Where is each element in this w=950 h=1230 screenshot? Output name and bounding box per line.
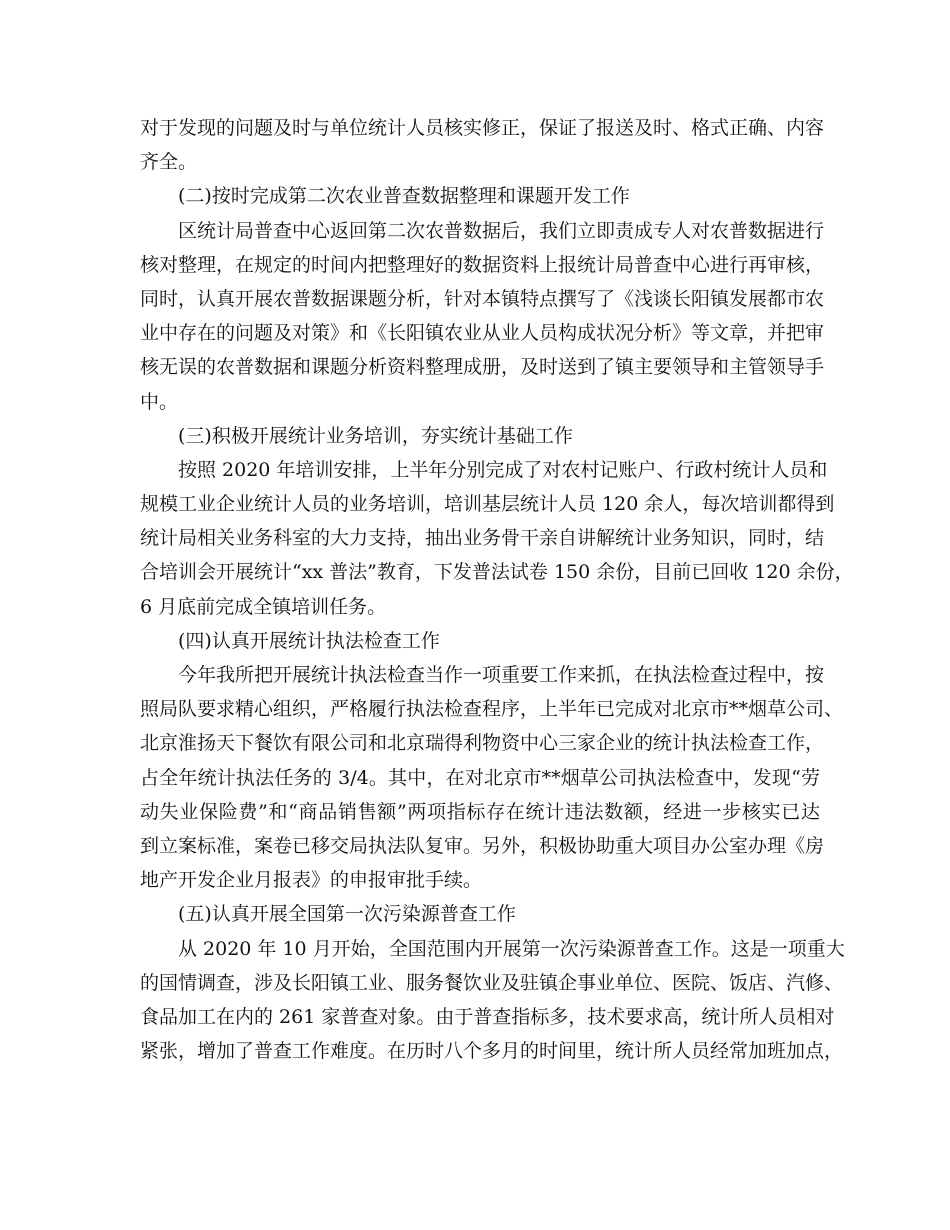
text-line: 规模工业企业统计人员的业务培训，培训基层统计人员 120 余人，每次培训都得到 xyxy=(140,493,835,516)
section-2 xyxy=(140,179,825,418)
section-heading: (五)认真开展全国第一次污染源普查工作 xyxy=(178,903,516,926)
text-line: 地产开发企业月报表》的申报审批手续。 xyxy=(140,869,483,892)
text-line: 北京淮扬天下餐饮有限公司和北京瑞得利物资中心三家企业的统计执法检查工作， xyxy=(140,732,825,755)
text-line: 到立案标准，案卷已移交局执法队复审。另外，积极协助重大项目办公室办理《房 xyxy=(140,834,825,857)
text-line: 核对整理，在规定的时间内把整理好的数据资料上报统计局普查中心进行再审核， xyxy=(140,253,825,276)
text-line: 6 月底前完成全镇培训任务。 xyxy=(140,595,387,618)
text-line: 区统计局普查中心返回第二次农普数据后，我们立即责成专人对农普数据进行 xyxy=(178,219,825,242)
text-line: 按照 2020 年培训安排，上半年分别完成了对农村记账户、行政村统计人员和 xyxy=(178,458,828,481)
document-page xyxy=(140,111,854,1068)
text-line: 业中存在的问题及对策》和《长阳镇农业从业人员构成状况分析》等文章，并把审 xyxy=(140,322,825,345)
section-heading: (三)积极开展统计业务培训，夯实统计基础工作 xyxy=(178,424,573,447)
text-line: 齐全。 xyxy=(140,151,198,174)
text-line: 从 2020 年 10 月开始，全国范围内开展第一次污染源普查工作。这是一项重大 xyxy=(178,937,845,960)
paragraph-checking-end xyxy=(140,111,825,179)
text-line: 合培训会开展统计“xx 普法”教育，下发普法试卷 150 余份，目前已回收 120 余份， xyxy=(140,561,854,584)
section-heading: (二)按时完成第二次农业普查数据整理和课题开发工作 xyxy=(178,185,630,208)
text-line: 食品加工在内的 261 家普查对象。由于普查指标多，技术要求高，统计所人员相对 xyxy=(140,1005,835,1028)
text-line: 对于发现的问题及时与单位统计人员核实修正，保证了报送及时、格式正确、内容 xyxy=(140,117,825,139)
section-5 xyxy=(140,897,845,1068)
section-heading: (四)认真开展统计执法检查工作 xyxy=(178,629,440,652)
text-line: 紧张，增加了普查工作难度。在历时八个多月的时间里，统计所人员经常加班加点， xyxy=(140,1040,844,1063)
section-4 xyxy=(140,624,844,898)
section-3 xyxy=(140,419,854,624)
text-line: 核无误的农普数据和课题分析资料整理成册，及时送到了镇主要领导和主管领导手 xyxy=(140,356,825,379)
text-line: 的国情调查，涉及长阳镇工业、服务餐饮业及驻镇企事业单位、医院、饭店、汽修、 xyxy=(140,971,844,994)
text-line: 统计局相关业务科室的大力支持，抽出业务骨干亲自讲解统计业务知识，同时，结 xyxy=(140,527,825,550)
text-line: 中。 xyxy=(140,390,179,413)
text-line: 照局队要求精心组织，严格履行执法检查程序，上半年已完成对北京市**烟草公司、 xyxy=(140,698,844,721)
text-line: 今年我所把开展统计执法检查当作一项重要工作来抓，在执法检查过程中，按 xyxy=(178,664,825,686)
text-line: 占全年统计执法任务的 3/4。其中，在对北京市**烟草公司执法检查中，发现“劳 xyxy=(140,766,820,789)
text-line: 动失业保险费”和“商品销售额”两项指标存在统计违法数额，经进一步核实已达 xyxy=(140,800,820,823)
text-line: 同时，认真开展农普数据课题分析，针对本镇特点撰写了《浅谈长阳镇发展都市农 xyxy=(140,287,825,310)
